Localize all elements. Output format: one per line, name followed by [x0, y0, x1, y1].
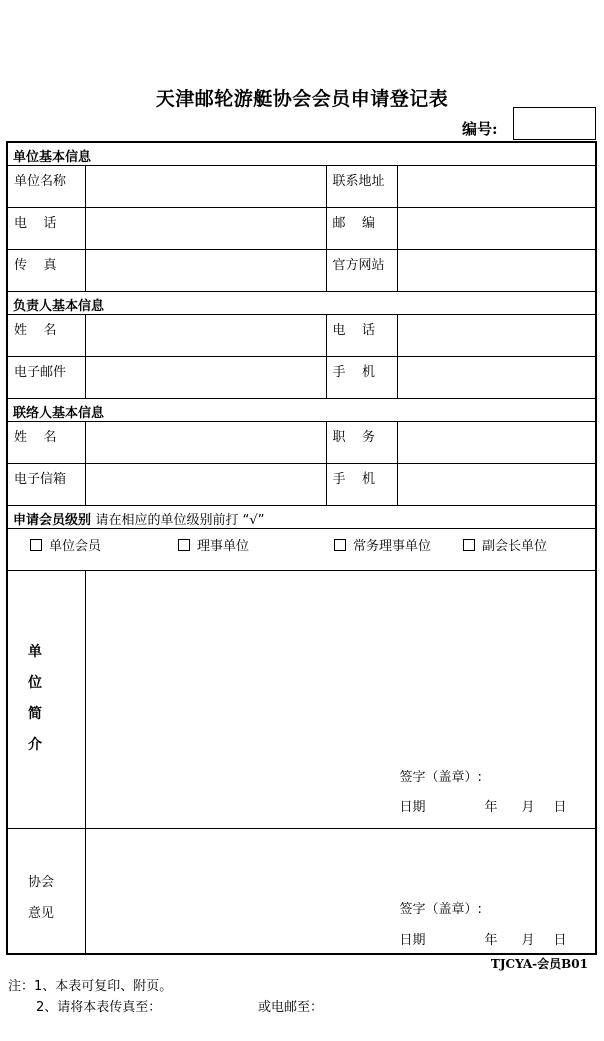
intro-label-char: 位 [28, 675, 42, 691]
level-option-vice-president[interactable] [463, 535, 547, 554]
number-label: 编号: [462, 120, 498, 138]
application-form-table [6, 141, 597, 955]
opinion-date-label: 日期 [399, 933, 426, 948]
leader-name-field[interactable] [85, 315, 326, 357]
note-2: 2、请将本表传真至： [36, 1000, 162, 1015]
unit-website-field[interactable] [397, 250, 596, 292]
level-option-member[interactable] [30, 535, 101, 554]
unit-postcode-field[interactable] [397, 208, 596, 250]
level-option-label: 单位会员 [49, 539, 102, 554]
unit-name-field[interactable] [85, 166, 326, 208]
level-hint: 请在相应的单位级别前打 “√” [95, 513, 265, 528]
leader-phone-field[interactable] [397, 315, 596, 357]
opinion-field[interactable] [85, 829, 596, 954]
label-leader-email: 电子邮件 [7, 357, 85, 399]
intro-field[interactable] [85, 571, 596, 829]
level-options-row [7, 529, 596, 571]
label-unit-address: 联系地址 [326, 166, 397, 208]
contact-email-field[interactable] [85, 464, 326, 506]
contact-name-field[interactable] [85, 422, 326, 464]
note-1: 注：1、本表可复印、附页。 [8, 979, 173, 994]
opinion-month-label: 月 [521, 933, 535, 948]
label-unit-phone: 电 话 [7, 208, 85, 250]
label-leader-phone: 电 话 [326, 315, 397, 357]
section-level [7, 506, 596, 529]
checkbox-icon[interactable] [178, 539, 190, 551]
intro-year-label: 年 [484, 800, 498, 815]
note-3: 或电邮至： [258, 1000, 324, 1015]
level-heading: 申请会员级别 [13, 513, 92, 528]
checkbox-icon[interactable] [30, 539, 42, 551]
opinion-sign-label: 签字（盖章）: [399, 902, 482, 917]
intro-label-char: 介 [28, 737, 42, 753]
leader-email-field[interactable] [85, 357, 326, 399]
unit-fax-field[interactable] [85, 250, 326, 292]
label-contact-email: 电子信箱 [7, 464, 85, 506]
opinion-label-cell [7, 829, 85, 954]
level-option-executive-director[interactable] [334, 535, 431, 554]
unit-phone-field[interactable] [85, 208, 326, 250]
section-leader-info: 负责人基本信息 [7, 292, 596, 315]
intro-day-label: 日 [553, 800, 567, 815]
form-title: 天津邮轮游艇协会会员申请登记表 [155, 88, 449, 110]
number-field[interactable] [513, 107, 596, 140]
intro-label-char: 简 [28, 706, 42, 722]
contact-position-field[interactable] [397, 422, 596, 464]
section-unit-info: 单位基本信息 [7, 142, 596, 166]
opinion-label-line: 意见 [28, 906, 55, 921]
label-leader-mobile: 手 机 [326, 357, 397, 399]
opinion-year-label: 年 [484, 933, 498, 948]
label-unit-website: 官方网站 [326, 250, 397, 292]
intro-sign-label: 签字（盖章）: [399, 770, 482, 785]
label-unit-fax: 传 真 [7, 250, 85, 292]
label-contact-name: 姓 名 [7, 422, 85, 464]
label-unit-postcode: 邮 编 [326, 208, 397, 250]
form-code: TJCYA-会员B01 [490, 957, 588, 971]
checkbox-icon[interactable] [334, 539, 346, 551]
label-leader-name: 姓 名 [7, 315, 85, 357]
intro-label-char: 单 [28, 644, 42, 660]
level-option-label: 常务理事单位 [353, 539, 432, 554]
label-contact-position: 职 务 [326, 422, 397, 464]
intro-date-label: 日期 [399, 800, 426, 815]
level-option-label: 副会长单位 [482, 539, 548, 554]
opinion-day-label: 日 [553, 933, 567, 948]
leader-mobile-field[interactable] [397, 357, 596, 399]
intro-month-label: 月 [521, 800, 535, 815]
level-option-label: 理事单位 [197, 539, 250, 554]
unit-address-field[interactable] [397, 166, 596, 208]
contact-mobile-field[interactable] [397, 464, 596, 506]
intro-label-cell [7, 571, 85, 829]
checkbox-icon[interactable] [463, 539, 475, 551]
label-unit-name: 单位名称 [7, 166, 85, 208]
section-contact-info: 联络人基本信息 [7, 399, 596, 422]
label-contact-mobile: 手 机 [326, 464, 397, 506]
opinion-label-line: 协会 [28, 875, 55, 890]
level-option-director[interactable] [178, 535, 249, 554]
